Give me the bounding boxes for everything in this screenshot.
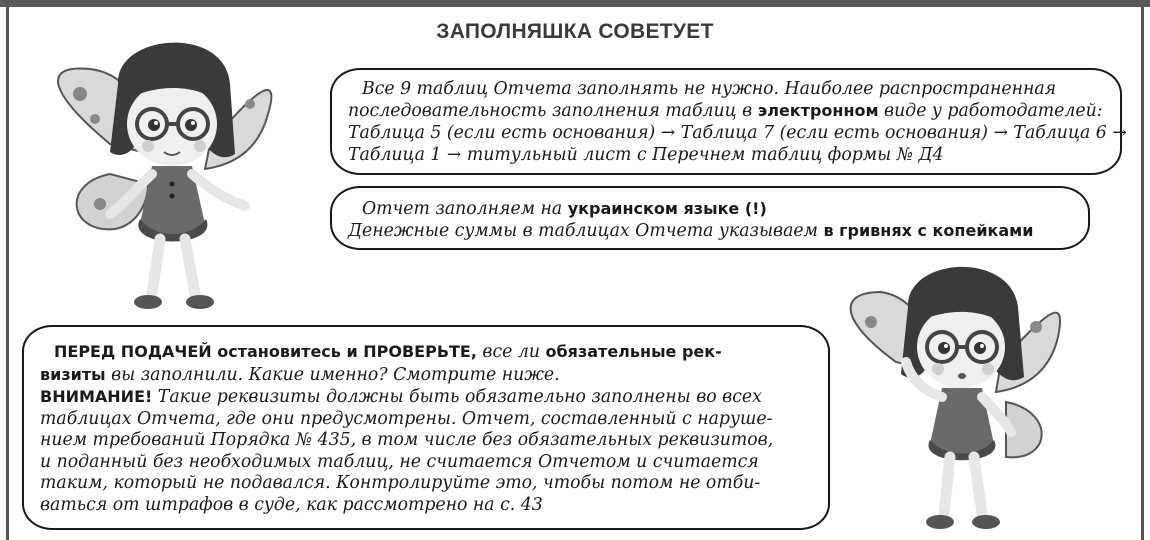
- tip-line: Все 9 таблиц Отчета заполнять не нужно. Наиболее распространенная: [362, 79, 1057, 99]
- right-border: [1141, 7, 1144, 540]
- fairy-girl-icon: [40, 24, 280, 324]
- tip-line: Денежные суммы в таблицах Отчета указываем в гривнях с копейками: [348, 221, 1034, 241]
- tip-box-language-currency: [330, 186, 1090, 250]
- tip-line: ваться от штрафов в суде, как рассмотрено на с. 43: [40, 494, 543, 515]
- fairy-girl-pointing-icon: [836, 252, 1066, 540]
- top-border: [0, 0, 1150, 7]
- tip-line: визиты вы заполнили. Какие именно? Смотрите ниже.: [40, 364, 560, 385]
- tip-box-check-requisites: [22, 325, 830, 530]
- tip-line: Отчет заполняем на украинском языке (!): [362, 199, 767, 219]
- tip-line: последовательность заполнения таблиц в электронном виде у работодателей:: [348, 101, 1103, 121]
- page-title: ЗАПОЛНЯШКА СОВЕТУЕТ: [436, 20, 714, 43]
- left-border: [6, 7, 9, 540]
- tip-line: ВНИМАНИЕ! Такие реквизиты должны быть обязательно заполнены во всех: [40, 387, 762, 407]
- tip-line: таблицах Отчета, где они предусмотрены. Отчет, составленный с наруше-: [40, 408, 773, 429]
- tip-box-table-order: [330, 68, 1127, 175]
- tip-line: Таблица 5 (если есть основания) → Таблица 7 (если есть основания) → Таблица 6 →: [348, 123, 1127, 143]
- tip-line: Таблица 1 → титульный лист с Перечнем таблиц формы № Д4: [348, 145, 944, 165]
- tip-line: нием требований Порядка № 435, в том числе без обязательных реквизитов,: [40, 430, 774, 450]
- tip-line: таким, который не подавался. Контролируйте это, чтобы потом не отби-: [40, 473, 761, 493]
- tip-line: ПЕРЕД ПОДАЧЕЙ остановитесь и ПРОВЕРЬТЕ, все ли обязательные рек-: [54, 342, 722, 362]
- tip-line: и поданный без необходимых таблиц, не считается Отчетом и считается: [40, 451, 759, 472]
